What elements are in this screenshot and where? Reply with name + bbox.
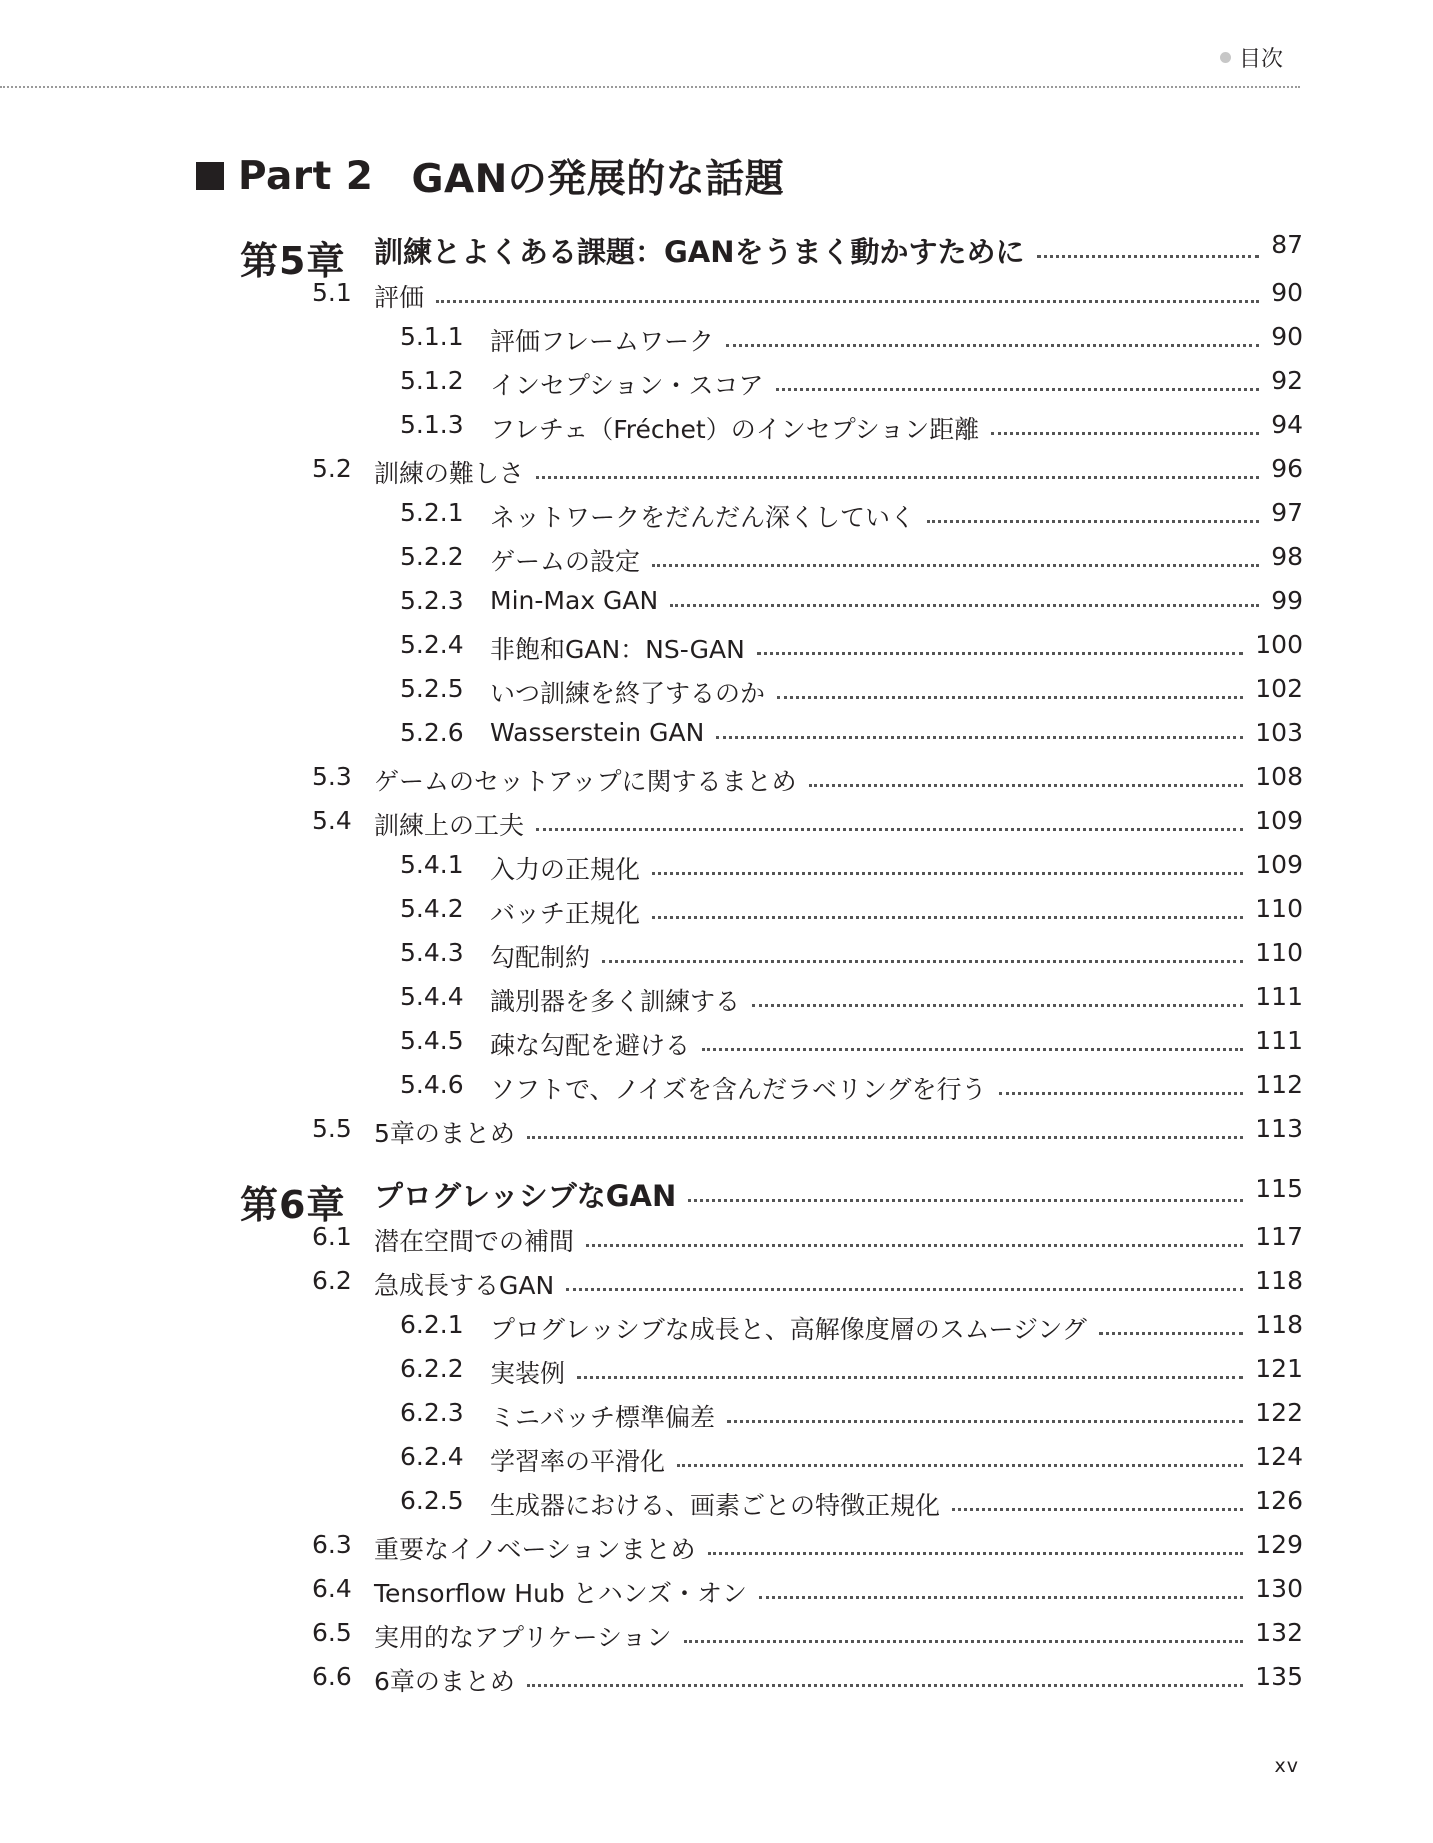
toc-entry-page: 111 [1255,982,1303,1011]
toc-entry-title: 重要なイノベーションまとめ [374,1535,696,1564]
toc-subsection-entry[interactable] [0,674,1433,710]
dot-leader [652,564,1259,567]
toc-entry-page: 112 [1255,1070,1303,1099]
toc-entry-number: 5.2.2 [400,542,464,571]
toc-subsection-entry[interactable] [0,366,1433,402]
toc-entry-page: 113 [1255,1114,1303,1143]
toc-entry-number: 6.1 [312,1222,352,1251]
toc-entry-page: 118 [1255,1310,1303,1339]
toc-entry-page: 97 [1271,498,1303,527]
toc-entry-title: インセプション・スコア [490,371,764,400]
toc-entry-page: 121 [1255,1354,1303,1383]
toc-entry-page: 109 [1255,806,1303,835]
toc-subsection-entry[interactable] [0,1354,1433,1390]
toc-section-entry[interactable] [0,278,1433,314]
toc-section-entry[interactable] [0,1618,1433,1654]
toc-subsection-entry[interactable] [0,1486,1433,1522]
toc-entry-title: 6章のまとめ [374,1667,515,1696]
toc-entry-page: 90 [1271,322,1303,351]
toc-entry-page: 100 [1255,630,1303,659]
running-head-label: 目次 [1238,47,1283,72]
dot-leader [527,1136,1243,1139]
toc-entry-title: 評価フレームワーク [490,327,715,356]
toc-entry-page: 126 [1255,1486,1303,1515]
toc-entry-number: 6.4 [312,1574,352,1603]
toc-entry-title: 急成長するGAN [374,1271,555,1300]
toc-entry-number: 5.2.1 [400,498,464,527]
dot-leader [727,1420,1243,1423]
toc-entry-page: 92 [1271,366,1303,395]
toc-entry-number: 6.2.1 [400,1310,464,1339]
dot-leader [991,432,1259,435]
toc-entry-number: 6.2.5 [400,1486,464,1515]
toc-entry-number: 5.2.6 [400,718,464,747]
toc-entry-title: 訓練上の工夫 [374,811,525,840]
toc-entry-title: 潜在空間での補間 [374,1227,575,1256]
toc-subsection-entry[interactable] [0,938,1433,974]
toc-entry-page: 110 [1255,894,1303,923]
toc-entry-title: 訓練の難しさ [374,459,525,488]
toc-entry-number: 第6章 [240,1183,346,1227]
toc-entry-page: 99 [1271,586,1303,615]
dot-leader [776,388,1260,391]
toc-entry-number: 5.3 [312,762,352,791]
toc-subsection-entry[interactable] [0,982,1433,1018]
toc-entry-page: 98 [1271,542,1303,571]
toc-entry-title: 入力の正規化 [490,855,641,884]
dot-leader [999,1092,1244,1095]
toc-entry-number: 6.6 [312,1662,352,1691]
toc-subsection-entry[interactable] [0,322,1433,358]
toc-entry-page: 124 [1255,1442,1303,1471]
toc-entry-number: 5.4 [312,806,352,835]
toc-entry-number: 5.5 [312,1114,352,1143]
toc-entry-title: 疎な勾配を避ける [490,1031,691,1060]
toc-entry-title: 生成器における、画素ごとの特徴正規化 [490,1491,941,1520]
toc-subsection-entry[interactable] [0,410,1433,446]
toc-subsection-entry[interactable] [0,1070,1433,1106]
toc-section-entry[interactable] [0,1114,1433,1150]
dot-leader [677,1464,1243,1467]
toc-entry-page: 108 [1255,762,1303,791]
toc-entry-page: 111 [1255,1026,1303,1055]
page-number: xv [1274,1755,1299,1777]
part-label: Part 2 [238,153,374,199]
toc-entry-page: 110 [1255,938,1303,967]
toc-entry-page: 118 [1255,1266,1303,1295]
toc-subsection-entry[interactable] [0,894,1433,930]
toc-subsection-entry[interactable] [0,586,1433,622]
toc-entry-page: 103 [1255,718,1303,747]
toc-entry-number: 5.2.5 [400,674,464,703]
toc-entry-page: 109 [1255,850,1303,879]
toc-subsection-entry[interactable] [0,630,1433,666]
toc-subsection-entry[interactable] [0,718,1433,754]
dot-leader [688,1199,1243,1202]
part-title: GANの発展的な話題 [411,157,785,202]
toc-entry-page: 132 [1255,1618,1303,1647]
toc-entry-title: 訓練とよくある課題：GANをうまく動かすために [374,235,1025,269]
toc-subsection-entry[interactable] [0,850,1433,886]
toc-entry-title: ソフトで、ノイズを含んだラベリングを行う [490,1075,987,1104]
toc-section-entry[interactable] [0,1574,1433,1610]
dot-leader [652,916,1243,919]
dot-leader [952,1508,1243,1511]
dot-leader [1037,255,1260,258]
dot-leader [566,1288,1243,1291]
toc-subsection-entry[interactable] [0,1442,1433,1478]
toc-subsection-entry[interactable] [0,542,1433,578]
toc-entry-title: 非飽和GAN：NS-GAN [490,635,745,664]
dot-leader [708,1552,1244,1555]
toc-entry-number: 5.4.5 [400,1026,464,1055]
dot-leader [927,520,1259,523]
toc-chapter-entry[interactable] [0,230,1433,283]
toc-entry-title: 勾配制約 [490,943,591,972]
toc-entry-number: 第5章 [240,239,346,283]
toc-entry-number: 5.1 [312,278,352,307]
toc-entry-title: 識別器を多く訓練する [490,987,741,1016]
toc-entry-page: 135 [1255,1662,1303,1691]
toc-entry-number: 5.4.1 [400,850,464,879]
toc-entry-number: 5.2 [312,454,352,483]
dot-leader [777,696,1243,699]
toc-subsection-entry[interactable] [0,1026,1433,1062]
toc-entry-page: 122 [1255,1398,1303,1427]
toc-entry-title: Wasserstein GAN [490,718,705,747]
toc-entry-number: 5.1.3 [400,410,464,439]
toc-section-entry[interactable] [0,1222,1433,1258]
toc-entry-title: 5章のまとめ [374,1119,515,1148]
toc-entry-title: いつ訓練を終了するのか [490,679,766,708]
dot-leader [752,1004,1243,1007]
toc-entry-title: 評価 [374,283,425,312]
dot-leader [759,1596,1243,1599]
dot-leader [1099,1332,1243,1335]
dot-leader [527,1684,1243,1687]
toc-entry-page: 129 [1255,1530,1303,1559]
toc-entry-page: 94 [1271,410,1303,439]
toc-entry-number: 5.1.2 [400,366,464,395]
toc-entry-title: バッチ正規化 [490,899,641,928]
toc-entry-number: 6.2 [312,1266,352,1295]
toc-subsection-entry[interactable] [0,1398,1433,1434]
toc-entry-title: Tensorflow Hub とハンズ・オン [374,1579,747,1608]
toc-entry-title: Min-Max GAN [490,586,659,615]
toc-subsection-entry[interactable] [0,498,1433,534]
toc-section-entry[interactable] [0,1530,1433,1566]
dot-leader [652,872,1243,875]
toc-entry-number: 6.2.4 [400,1442,464,1471]
toc-entry-page: 117 [1255,1222,1303,1251]
toc-entry-number: 6.2.2 [400,1354,464,1383]
toc-entry-page: 96 [1271,454,1303,483]
toc-section-entry[interactable] [0,806,1433,842]
toc-section-entry[interactable] [0,762,1433,798]
toc-entry-page: 90 [1271,278,1303,307]
toc-subsection-entry[interactable] [0,1310,1433,1346]
toc-entry-number: 5.4.3 [400,938,464,967]
toc-entry-title: プログレッシブなGAN [374,1179,677,1213]
dot-leader [536,476,1259,479]
dot-leader [716,736,1243,739]
toc-entry-number: 6.2.3 [400,1398,464,1427]
dot-leader [684,1640,1244,1643]
toc-entry-number: 6.5 [312,1618,352,1647]
dot-leader [436,300,1259,303]
toc-entry-title: 実用的なアプリケーション [374,1623,672,1652]
dot-leader [577,1376,1243,1379]
toc-entry-title: ゲームのセットアップに関するまとめ [374,767,797,796]
toc-section-entry[interactable] [0,1662,1433,1698]
toc-entry-page: 87 [1271,230,1303,259]
dot-leader [586,1244,1243,1247]
toc-entry-title: ゲームの設定 [490,547,641,576]
toc-entry-number: 5.1.1 [400,322,464,351]
toc-entry-title: ネットワークをだんだん深くしていく [490,503,916,532]
toc-entry-number: 5.2.4 [400,630,464,659]
dot-leader [757,652,1243,655]
toc-entry-title: フレチェ（Fréchet）のインセプション距離 [490,415,980,444]
toc-entry-page: 102 [1255,674,1303,703]
toc-entry-number: 5.4.6 [400,1070,464,1099]
dot-leader [702,1048,1243,1051]
toc-entry-number: 5.2.3 [400,586,464,615]
toc-section-entry[interactable] [0,1266,1433,1302]
toc-entry-title: 学習率の平滑化 [490,1447,666,1476]
toc-entry-title: 実装例 [490,1359,566,1388]
toc-entry-title: プログレッシブな成長と、高解像度層のスムージング [490,1315,1087,1344]
dot-leader [670,604,1259,607]
toc-entry-title: ミニバッチ標準偏差 [490,1403,716,1432]
dot-leader [809,784,1244,787]
toc-entry-number: 5.4.4 [400,982,464,1011]
toc-entry-page: 115 [1255,1174,1303,1203]
dot-leader [726,344,1259,347]
dot-leader [536,828,1243,831]
toc-entry-page: 130 [1255,1574,1303,1603]
toc-section-entry[interactable] [0,454,1433,490]
toc-entry-number: 5.4.2 [400,894,464,923]
dot-leader [602,960,1243,963]
toc-chapter-entry[interactable] [0,1174,1433,1227]
toc-entry-number: 6.3 [312,1530,352,1559]
